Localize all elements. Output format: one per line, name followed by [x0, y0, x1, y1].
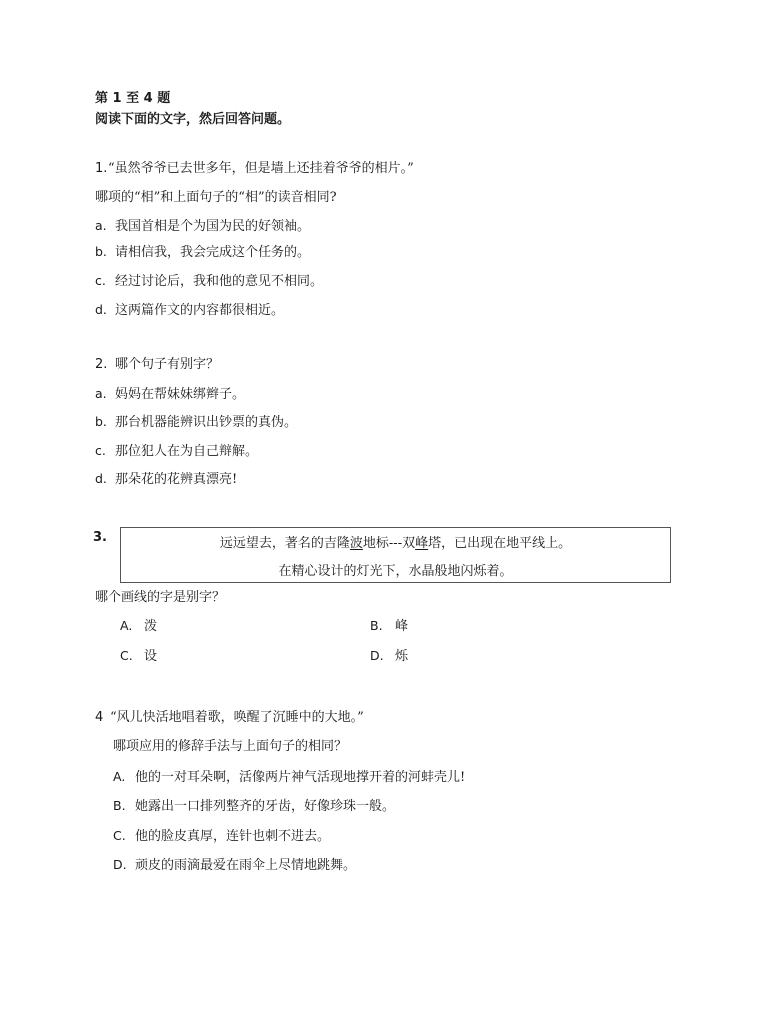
- question-1-prompt: 哪项的“相”和上面句子的“相”的读音相同?: [95, 190, 337, 205]
- question-1-option-c: 经过讨论后，我和他的意见不相同。: [115, 274, 324, 289]
- question-1-option-a-letter: a.: [95, 218, 107, 233]
- question-3-option-c: 设: [144, 649, 158, 664]
- question-1-option-d-letter: d.: [95, 302, 107, 317]
- question-3-option-d: 烁: [395, 649, 409, 664]
- underlined-char-bo: 波: [349, 536, 363, 551]
- question-1-number: 1.: [95, 161, 108, 176]
- question-2-option-d: 那朵花的花辨真漂亮!: [115, 472, 238, 487]
- question-2-option-c: 那位犯人在为自己辩解。: [115, 444, 259, 459]
- underlined-char-shuo: 烁: [473, 564, 487, 579]
- underlined-char-she: 设: [317, 564, 331, 579]
- question-1-option-a: 我国首相是个为国为民的好领袖。: [115, 219, 311, 234]
- question-4-prompt: 哪项应用的修辞手法与上面句子的相同？: [113, 739, 348, 754]
- question-3-option-a-letter: A.: [120, 618, 133, 633]
- question-4-option-d: 顽皮的雨滴最爱在雨伞上尽情地跳舞。: [135, 858, 357, 873]
- question-4-option-c: 他的脸皮真厚，连针也刺不进去。: [135, 829, 331, 844]
- question-3-option-b: 峰: [395, 619, 409, 634]
- passage-line-2-end: 着。: [486, 564, 513, 579]
- question-1-option-b: 请相信我，我会完成这个任务的。: [115, 245, 311, 260]
- question-3-option-a: 泼: [144, 619, 158, 634]
- question-1-option-c-letter: c.: [95, 273, 106, 288]
- question-2-prompt: 哪个句子有别字？: [115, 357, 220, 372]
- question-3-number: 3.: [93, 530, 107, 545]
- passage-line-2-middle: 计的灯光下，水晶般地闪: [330, 564, 474, 579]
- section-title: 第 1 至 4 题: [95, 91, 171, 106]
- passage-line-1-start: 远远望去，著名的吉隆: [219, 536, 350, 551]
- question-4-number: 4: [95, 710, 104, 725]
- question-3-prompt: 哪个画线的字是别字？: [95, 590, 226, 605]
- question-2-option-b-letter: b.: [95, 414, 107, 429]
- passage-line-2-start: 在精心: [278, 564, 318, 579]
- passage-line-1-middle: 地标---双: [362, 536, 416, 551]
- question-3-option-b-letter: B.: [370, 618, 383, 633]
- passage-line-2: [121, 565, 670, 578]
- passage-line-1: [121, 537, 670, 550]
- question-4-sentence: “风儿快活地唱着歌，唤醒了沉睡中的大地。”: [110, 710, 364, 725]
- question-1-option-d: 这两篇作文的内容都很相近。: [115, 303, 285, 318]
- question-4-option-a: 他的一对耳朵啊，活像两片神气活现地撑开着的河蚌壳儿!: [135, 770, 466, 785]
- question-4-option-b: 她露出一口排列整齐的牙齿，好像珍珠一般。: [135, 799, 396, 814]
- question-4-option-b-letter: B.: [113, 798, 126, 813]
- question-4-option-c-letter: C.: [113, 828, 126, 843]
- question-2-option-c-letter: c.: [95, 443, 106, 458]
- question-1-option-b-letter: b.: [95, 244, 107, 259]
- passage-line-1-end: 塔，已出现在地平线上。: [428, 536, 572, 551]
- question-4-option-a-letter: A.: [113, 769, 126, 784]
- underlined-char-feng: 峰: [415, 536, 429, 551]
- question-1-sentence: “虽然爷爷已去世多年，但是墙上还挂着爷爷的相片。”: [108, 161, 414, 176]
- section-instruction: 阅读下面的文字，然后回答问题。: [95, 112, 291, 127]
- question-2-option-a: 妈妈在帮妹妹绑辫子。: [115, 387, 246, 402]
- question-2-number: 2.: [95, 357, 108, 372]
- question-4-option-d-letter: D.: [113, 857, 127, 872]
- question-2-option-a-letter: a.: [95, 386, 107, 401]
- question-3-passage-box: [120, 527, 671, 583]
- question-2-option-b: 那台机器能辨识出钞票的真伪。: [115, 415, 298, 430]
- question-3-option-d-letter: D.: [370, 648, 384, 663]
- question-2-option-d-letter: d.: [95, 471, 107, 486]
- question-3-option-c-letter: C.: [120, 648, 133, 663]
